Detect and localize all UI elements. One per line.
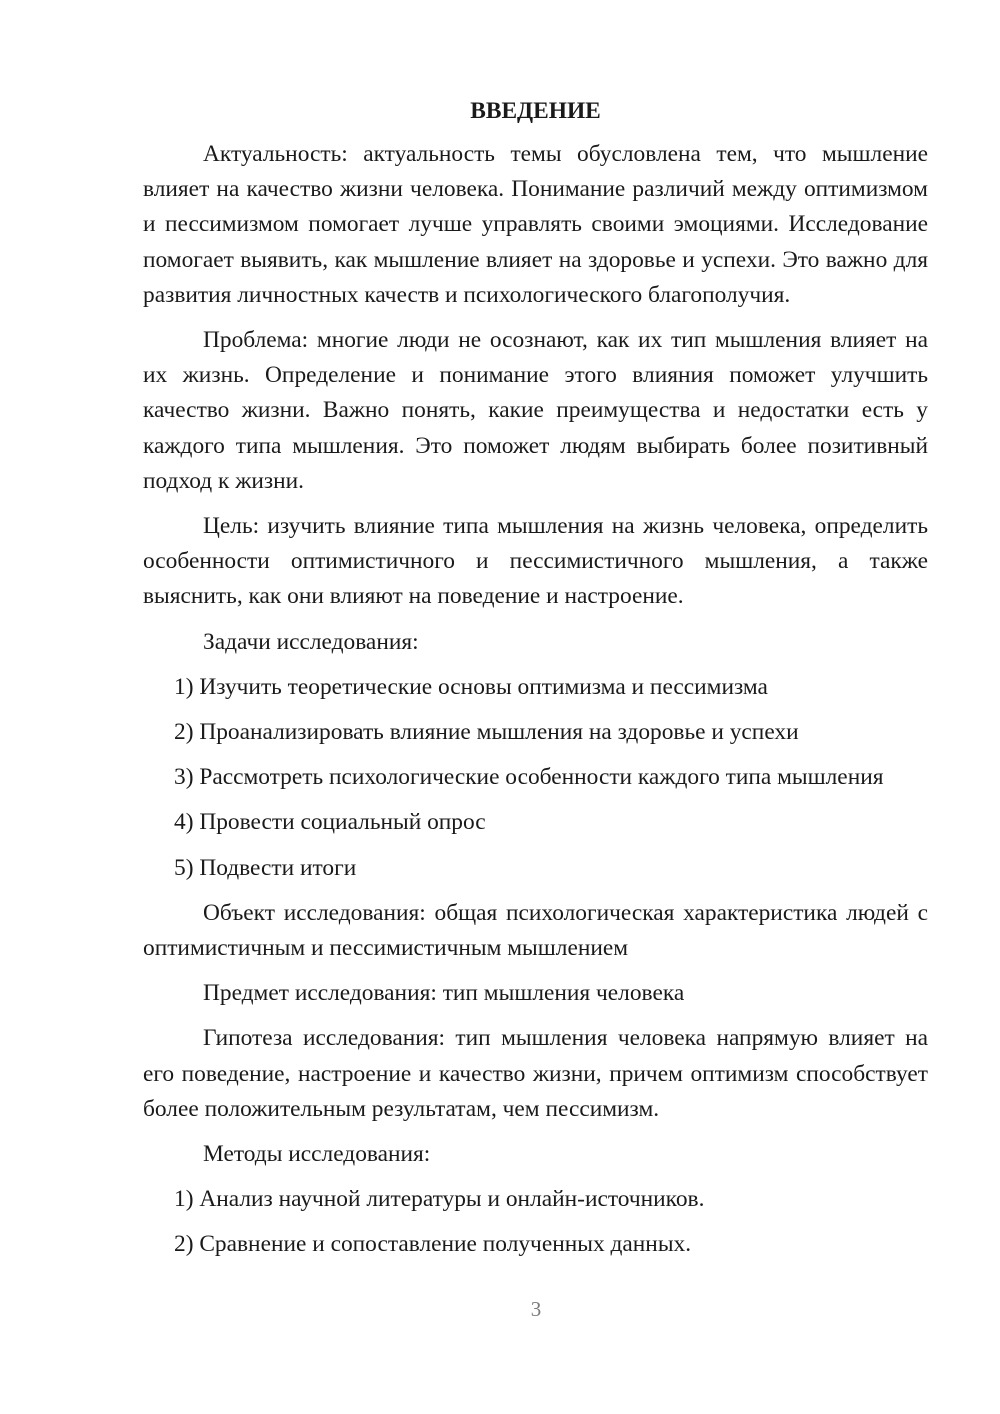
subject-paragraph: Предмет исследования: тип мышления человека xyxy=(203,980,685,1007)
method-item: 1) Анализ научной литературы и онлайн-источников. xyxy=(174,1186,705,1213)
goal-paragraph: Цель: изучить влияние типа мышления на жизнь человека, определить особенности оптимистичного и пессимистичного мышления, а также выяснить, как они влияют на поведение и настроение. xyxy=(143,513,928,610)
task-item: 2) Проанализировать влияние мышления на здоровье и успехи xyxy=(174,719,799,746)
task-item: 4) Провести социальный опрос xyxy=(174,809,486,836)
task-item: 3) Рассмотреть психологические особенности каждого типа мышления xyxy=(174,764,884,791)
problem-paragraph: Проблема: многие люди не осознают, как их тип мышления влияет на их жизнь. Определение и понимание этого влияния поможет улучшить качество жизни. Важно понять, какие преимущества и недостатки есть у каждого типа мышления. Это поможет людям выбирать более позитивный подход к жизни. xyxy=(143,327,928,494)
task-item: 5) Подвести итоги xyxy=(174,854,357,881)
methods-list xyxy=(143,1182,928,1262)
tasks-list xyxy=(143,670,928,886)
page-content xyxy=(143,93,928,1273)
methods-heading: Методы исследования: xyxy=(203,1141,431,1168)
object-paragraph: Объект исследования: общая психологическая характеристика людей с оптимистичным и пессимистичным мышлением xyxy=(143,899,928,962)
page-number: 3 xyxy=(530,1297,542,1321)
tasks-heading: Задачи исследования: xyxy=(203,628,419,655)
task-item: 1) Изучить теоретические основы оптимизма и пессимизма xyxy=(174,673,768,700)
method-item: 2) Сравнение и сопоставление полученных данных. xyxy=(174,1231,692,1258)
relevance-paragraph: Актуальность: актуальность темы обусловлена тем, что мышление влияет на качество жизни человека. Понимание различий между оптимизмом и пессимизмом помогает лучше управлять своими эмоциями. Исследование помогает выявить, как мышление влияет на здоровье и успехи. Это важно для развития личностных качеств и психологического благополучия. xyxy=(143,141,928,308)
section-title: ВВЕДЕНИЕ xyxy=(470,98,601,124)
hypothesis-paragraph: Гипотеза исследования: тип мышления человека напрямую влияет на его поведение, настроение и качество жизни, причем оптимизм способствует более положительным результатам, чем пессимизм. xyxy=(143,1025,928,1122)
